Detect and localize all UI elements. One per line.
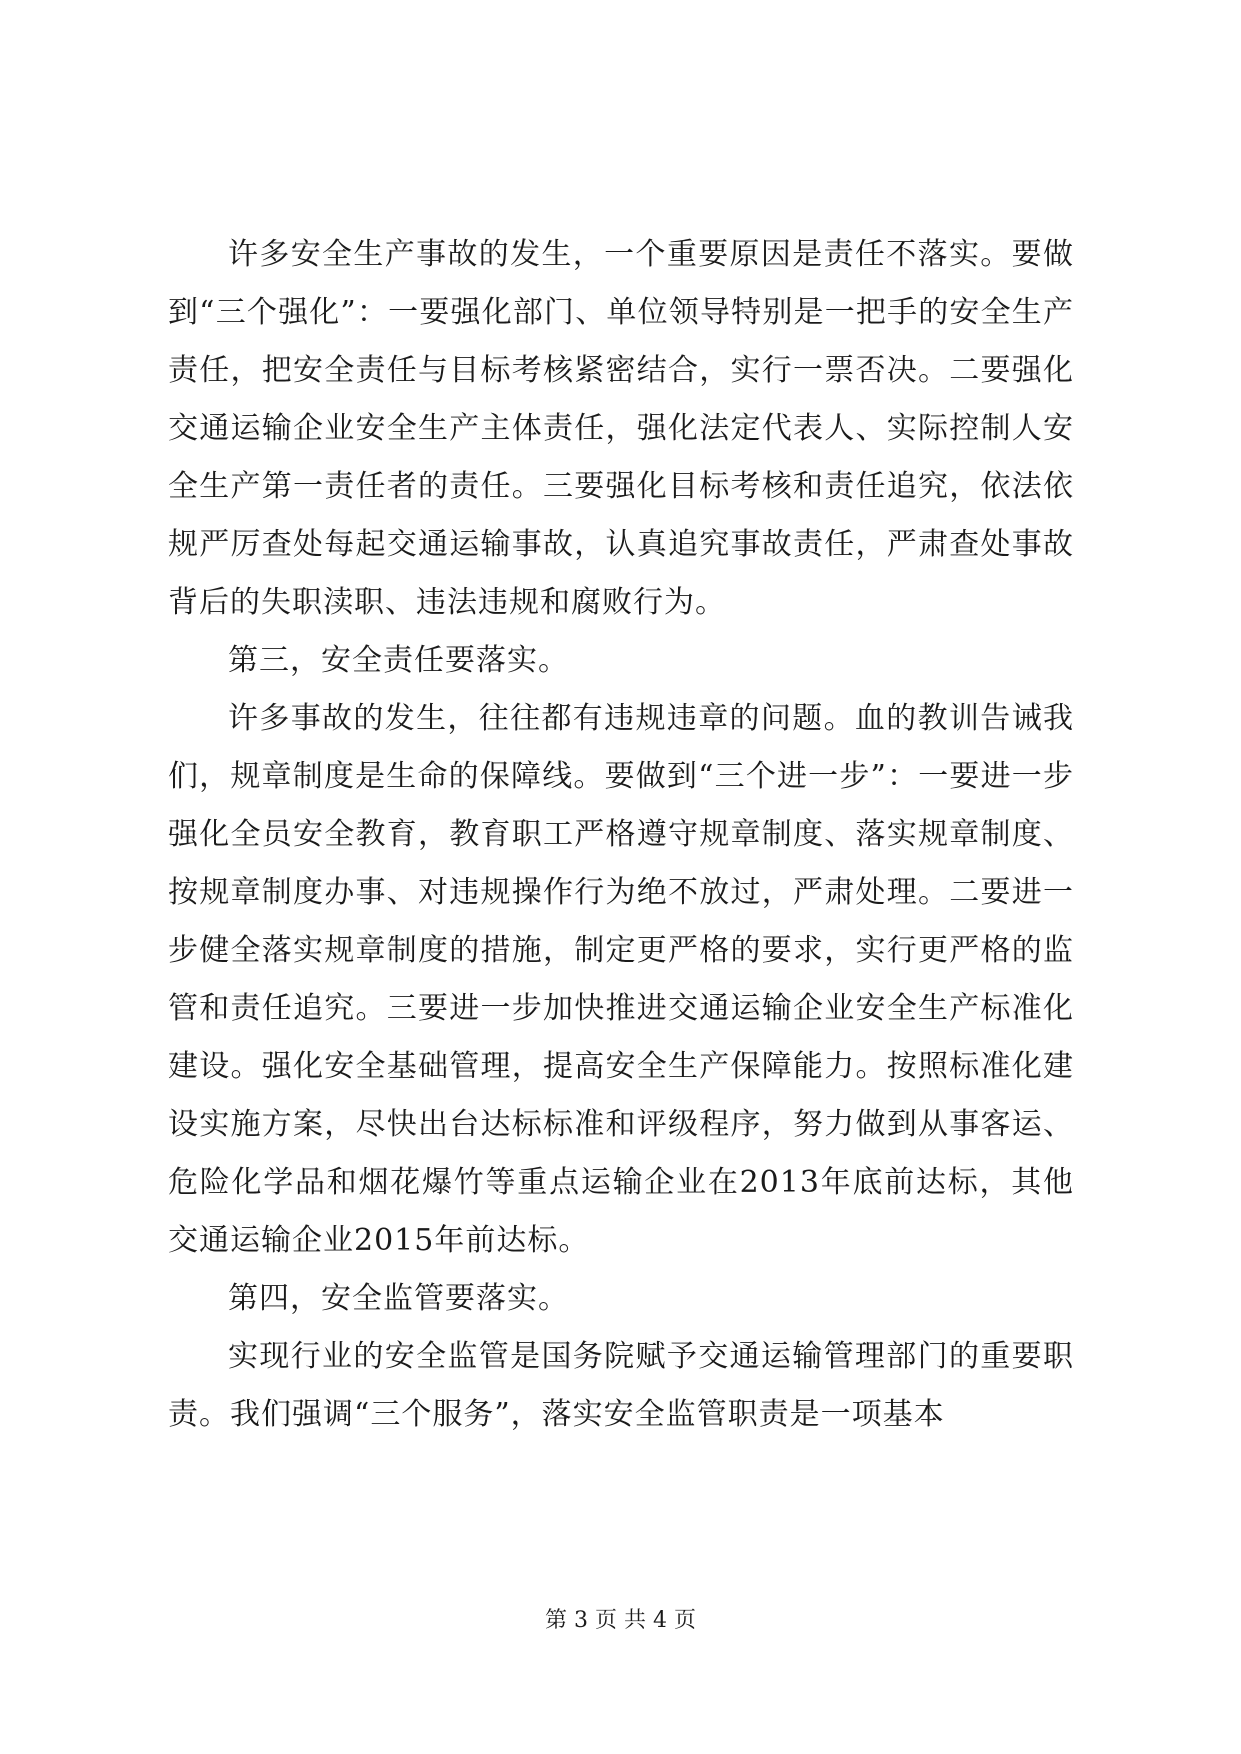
paragraph-responsibility-strengthening: 许多安全生产事故的发生，一个重要原因是责任不落实。要做到“三个强化”：一要强化部门、单位领导特别是一把手的安全生产责任，把安全责任与目标考核紧密结合，实行一票否决。二要强化交通运输企业安全生产主体责任，强化法定代表人、实际控制人安全生产第一责任者的责任。三要强化目标考核和责任追究，依法依规严厉查处每起交通运输事故，认真追究事故责任，严肃查处事故背后的失职渎职、违法违规和腐败行为。 (168, 237, 1074, 620)
heading-third-point: 第三，安全责任要落实。 (228, 643, 569, 678)
paragraph-rules-compliance: 许多事故的发生，往往都有违规违章的问题。血的教训告诫我们，规章制度是生命的保障线。要做到“三个进一步”：一要进一步强化全员安全教育，教育职工严格遵守规章制度、落实规章制度、按规章制度办事、对违规操作行为绝不放过，严肃处理。二要进一步健全落实规章制度的措施，制定更严格的要求，实行更严格的监管和责任追究。三要进一步加快推进交通运输企业安全生产标准化建设。强化安全基础管理，提高安全生产保障能力。按照标准化建设实施方案，尽快出台达标标准和评级程序，努力做到从事客运、危险化学品和烟花爆竹等重点运输企业在2013年底前达标，其他交通运输企业2015年前达标。 (168, 701, 1074, 1258)
page-number-footer: 第 3 页 共 4 页 (545, 1608, 696, 1633)
document-body (168, 226, 1074, 1444)
heading-fourth-point: 第四，安全监管要落实。 (228, 1281, 569, 1316)
paragraph-safety-supervision: 实现行业的安全监管是国务院赋予交通运输管理部门的重要职责。我们强调“三个服务”，落实安全监管职责是一项基本 (168, 1339, 1074, 1432)
